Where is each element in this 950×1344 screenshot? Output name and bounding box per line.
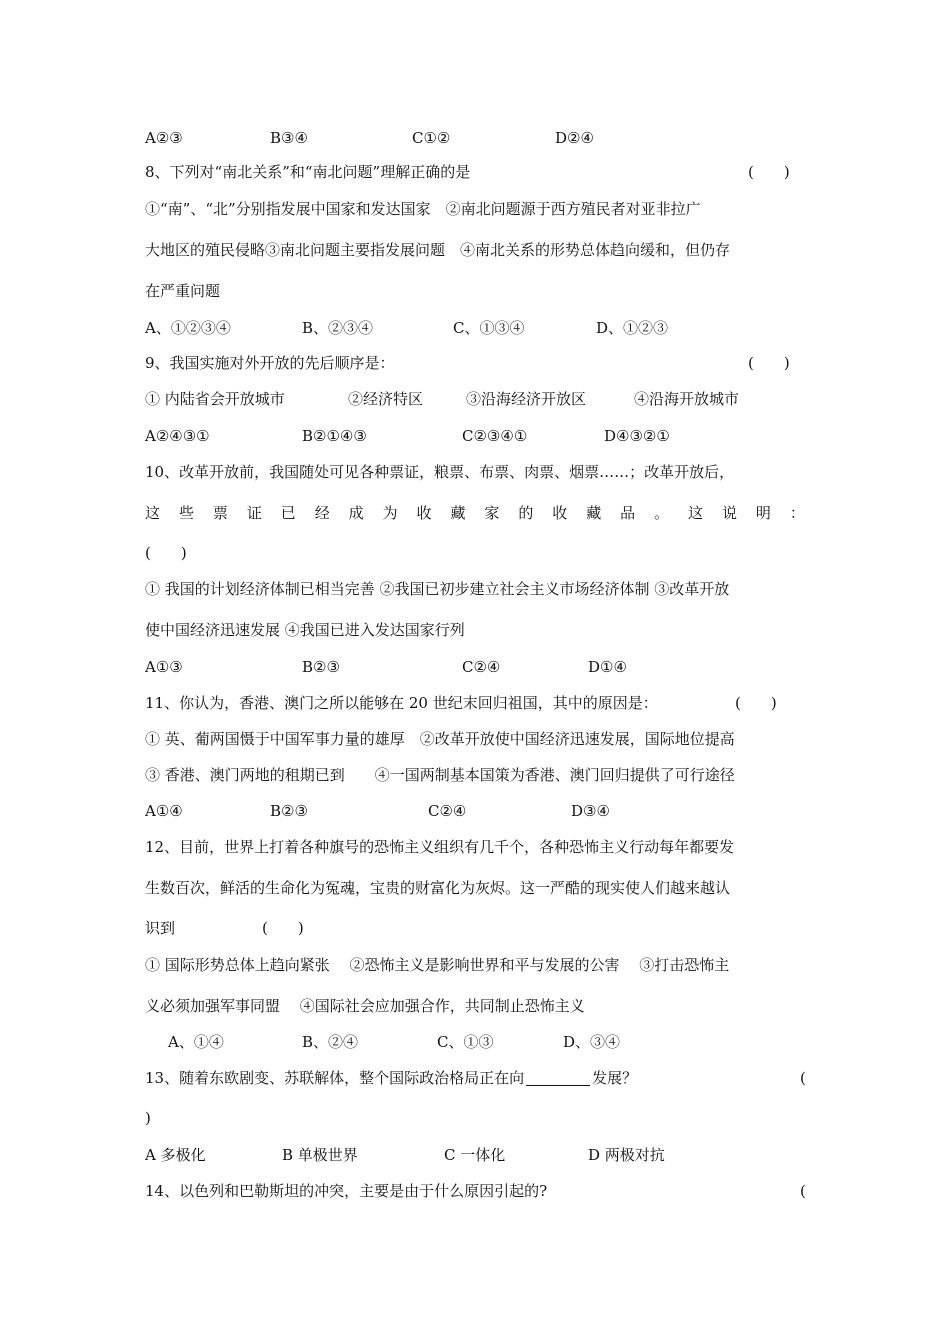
q8-option-b: B、②③④ [302,319,374,337]
q10-answer-paren: ( ) [145,544,187,562]
q11-option-c: C②④ [428,802,467,820]
q13-option-a: A 多极化 [145,1146,206,1164]
q12-option-a: A、①④ [168,1033,224,1051]
q10-spread-char: 为 [382,504,398,522]
q10-spread-char: 经 [314,504,330,522]
q13-option-c: C 一体化 [444,1146,506,1164]
q11-option-d: D③④ [571,802,610,820]
q12-option-b: B、②④ [302,1033,359,1051]
q8-option-a: A、①②③④ [145,319,231,337]
q8-text-line-1: ①“南”、“北”分别指发展中国家和发达国家 ②南北问题源于西方殖民者对亚非拉广 [145,200,701,218]
q10-spread-char: 证 [246,504,262,522]
q9-item-1: ① 内陆省会开放城市 [145,390,285,408]
q8-text-line-3: 在严重问题 [145,282,221,300]
q9-option-a: A②④③① [145,427,210,445]
q9-item-2: ②经济特区 [348,390,424,408]
q13-blank [526,1069,590,1086]
q11-option-a: A①④ [145,802,183,820]
q14-stem: 14、以色列和巴勒斯坦的冲突，主要是由于什么原因引起的? [145,1182,548,1200]
q13-option-b: B 单极世界 [282,1146,358,1164]
q10-spread-char: 这 [688,504,704,522]
q10-spread-char: 的 [518,504,534,522]
q9-option-b: B②①④③ [302,427,367,445]
q13-stem-after: 发展？ [592,1069,638,1087]
q9-option-c: C②③④① [462,427,528,445]
q10-spread-char: 成 [348,504,364,522]
q7-option-c: C①② [412,129,451,147]
q10-spread-char: 收 [552,504,568,522]
q10-spread-char: 家 [484,504,500,522]
q11-stem: 11、你认为，香港、澳门之所以能够在 20 世纪末回归祖国，其中的原因是： [145,694,658,712]
q10-spread-char: 。 [654,504,670,522]
q10-spread-char: 这 [145,504,161,522]
q12-option-d: D、③④ [563,1033,621,1051]
q10-option-a: A①③ [145,658,183,676]
q8-stem: 8、下列对“南北关系”和“南北问题”理解正确的是 [145,163,471,181]
q7-option-b: B③④ [270,129,308,147]
q10-spread-char: 明 [755,504,771,522]
q13-stem [145,1068,637,1088]
q12-answer-paren: ( ) [262,919,304,937]
q10-option-c: C②④ [462,658,501,676]
q11-text-line-2: ③ 香港、澳门两地的租期已到 ④一国两制基本国策为香港、澳门回归提供了可行途径 [145,766,735,784]
q13-option-d: D 两极对抗 [588,1146,665,1164]
q9-stem: 9、我国实施对外开放的先后顺序是： [145,354,395,372]
q12-option-c: C、①③ [437,1033,494,1051]
q11-text-line-1: ① 英、葡两国慑于中国军事力量的雄厚 ②改革开放使中国经济迅速发展，国际地位提高 [145,730,735,748]
q10-spread-line [145,503,805,523]
q10-option-d: D①④ [588,658,627,676]
q10-stem: 10、改革开放前，我国随处可见各种票证，粮票、布票、肉票、烟票……；改革开放后， [145,463,735,481]
q12-text-line-1: 12、目前，世界上打着各种旗号的恐怖主义组织有几千个，各种恐怖主义行动每年都要发 [145,838,735,856]
q11-option-b: B②③ [270,802,308,820]
q9-answer-paren: ( ) [748,354,790,372]
q12-item-line-1: ① 国际形势总体上趋向紧张 ②恐怖主义是影响世界和平与发展的公害 ③打击恐怖主 [145,956,730,974]
q10-spread-char: 收 [416,504,432,522]
q14-paren-open: ( [800,1182,806,1200]
q10-spread-char: 品 [620,504,636,522]
q8-text-line-2: 大地区的殖民侵略③南北问题主要指发展问题 ④南北关系的形势总体趋向缓和，但仍存 [145,241,731,259]
q8-option-d: D、①②③ [596,319,669,337]
q13-stem-before: 13、随着东欧剧变、苏联解体，整个国际政治格局正在向 [145,1069,525,1087]
q12-text-line-3: 识到 [145,919,176,937]
q10-spread-char: 些 [178,504,194,522]
q8-option-c: C、①③④ [453,319,525,337]
q9-item-3: ③沿海经济开放区 [466,390,587,408]
q10-spread-char: 票 [212,504,228,522]
q10-spread-char: 藏 [586,504,602,522]
q10-spread-char: 藏 [450,504,466,522]
q10-option-b: B②③ [302,658,340,676]
q12-text-line-2: 生数百次，鲜活的生命化为冤魂，宝贵的财富化为灰烬。这一严酷的现实使人们越来越认 [145,879,731,897]
q7-option-a: A②③ [145,129,183,147]
q9-option-d: D④③②① [604,427,670,445]
q13-paren-close: ) [145,1109,151,1127]
q10-text-line-2: 使中国经济迅速发展 ④我国已进入发达国家行列 [145,621,465,639]
q12-item-line-2: 义必须加强军事同盟 ④国际社会应加强合作，共同制止恐怖主义 [145,997,585,1015]
q9-item-4: ④沿海开放城市 [634,390,740,408]
q10-text-line-1: ① 我国的计划经济体制已相当完善 ②我国已初步建立社会主义市场经济体制 ③改革开放 [145,580,730,598]
q8-answer-paren: ( ) [748,163,790,181]
q13-paren-open: ( [800,1069,806,1087]
q10-spread-char: ： [789,504,805,522]
q10-spread-char: 已 [280,504,296,522]
q7-option-d: D②④ [555,129,594,147]
q10-spread-char: 说 [721,504,737,522]
q11-answer-paren: ( ) [735,694,777,712]
